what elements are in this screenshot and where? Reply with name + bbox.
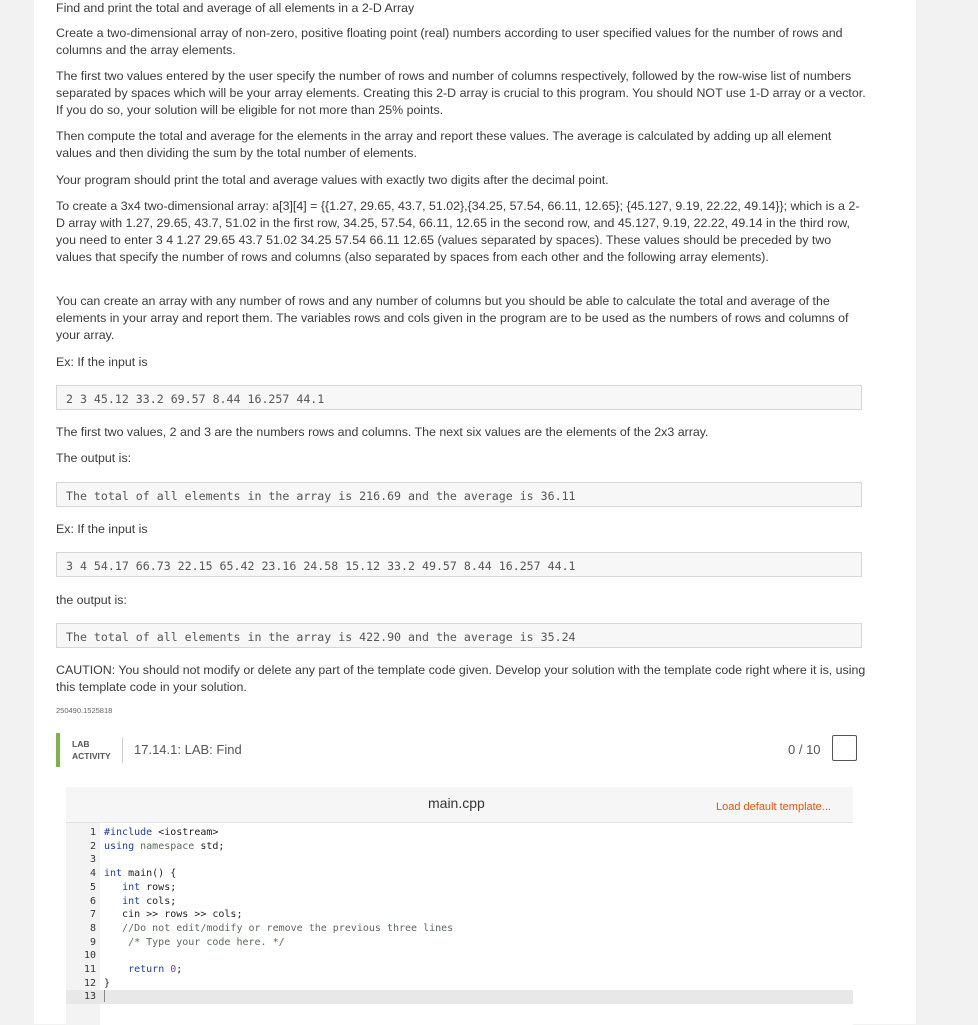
code-line[interactable]: [66, 936, 853, 950]
example1-output: The total of all elements in the array is 216.69 and the average is 36.11: [56, 482, 862, 507]
lab-title: 17.14.1: LAB: Find: [134, 742, 242, 757]
line-number: 11: [83, 964, 96, 975]
paragraph-rows-cols: You can create an array with any number of rows and any number of columns but you should be able to calculate the total and average of the elements in your array and report them. The variables rows and cols given in the program are to be used as the numbers of rows and columns of your array.: [56, 294, 849, 342]
code-line[interactable]: [66, 908, 853, 922]
line-number: 6: [89, 895, 96, 907]
code-line[interactable]: [66, 922, 853, 936]
load-default-template-link[interactable]: Load default template...: [716, 801, 831, 813]
lab-score: 0 / 10: [788, 742, 821, 757]
code-text[interactable]: return 0;: [128, 964, 183, 975]
line-number: 13: [83, 991, 96, 1003]
page: [34, 0, 916, 1024]
problem-title: Find and print the total and average of all elements in a 2-D Array: [56, 1, 415, 15]
lab-tag-line1: LAB: [72, 739, 90, 749]
line-number: 8: [89, 922, 96, 934]
caution-note: CAUTION: You should not modify or delete any part of the template code given. Develop your solution with the template code right where it is, using this template code in your solution.: [56, 663, 866, 694]
lab-activity-tag: [72, 738, 111, 762]
paragraph-compute: Then compute the total and average for the elements in the array and report these values. The average is calculated by adding up all element values and then dividing the sum by the total number of elements.: [56, 129, 832, 160]
example1-note: The first two values, 2 and 3 are the numbers rows and columns. The next six values are the elements of the 2x3 array.: [56, 425, 709, 439]
code-text[interactable]: //Do not edit/modify or remove the previous three lines: [104, 922, 454, 934]
code-text[interactable]: using namespace std;: [104, 840, 225, 852]
editor-header: [66, 787, 853, 822]
code-line[interactable]: [66, 867, 853, 881]
activity-id: 250490.1525818: [56, 706, 113, 715]
line-number: 4: [89, 868, 96, 880]
code-text[interactable]: [104, 990, 105, 1004]
example2-input: 3 4 54.17 66.73 22.15 65.42 23.16 24.58 15.12 33.2 49.57 8.44 16.257 44.1: [56, 552, 862, 577]
line-number: 5: [89, 881, 96, 893]
line-number: 2: [89, 840, 96, 852]
code-editor: [66, 787, 853, 1024]
code-line[interactable]: [66, 853, 853, 867]
text-cursor: [104, 990, 105, 1002]
code-text[interactable]: int rows;: [122, 881, 177, 893]
code-text[interactable]: }: [104, 977, 111, 989]
code-text[interactable]: /* Type your code here. */: [104, 936, 285, 948]
paragraph-example-array: To create a 3x4 two-dimensional array: a[3][4] = {{1.27, 29.65, 43.7, 51.02},{34.25, 57.54, 66.11, 12.65}; {45.127, 9.19, 22.22, 49.14}}; which is a 2-D array with 1.27, 29.65, 43.7, 51.02 in the first row, 34.25, 57.54, 66.11, 12.65 in the second row, and 45.127, 9.19, 22.22, 49.14 in the third row, you need to enter 3 4 1.27 29.65 43.7 51.02 34.25 57.54 66.11 12.65 (values separated by spaces). These values should be preceded by two values that specify the number of rows and columns (also separated by spaces from each other and the following array elements).: [56, 199, 860, 264]
line-number: 7: [89, 909, 96, 921]
example2-label: Ex: If the input is: [56, 522, 148, 536]
example1-label: Ex: If the input is: [56, 355, 148, 369]
paragraph-precision: Your program should print the total and average values with exactly two digits after the decimal point.: [56, 173, 609, 187]
code-text[interactable]: int main() {: [104, 868, 177, 880]
code-line[interactable]: [66, 977, 853, 991]
line-number: 3: [89, 854, 96, 866]
example2-output: The total of all elements in the array is 422.90 and the average is 35.24: [56, 623, 862, 648]
example1-input: 2 3 45.12 33.2 69.57 8.44 16.257 44.1: [56, 385, 862, 410]
code-line[interactable]: [66, 895, 853, 909]
code-line[interactable]: [66, 826, 853, 840]
line-number: 10: [83, 950, 96, 962]
editor-code-area[interactable]: [66, 822, 853, 1025]
example1-output-label: The output is:: [56, 451, 132, 465]
lab-divider: [122, 737, 123, 763]
paragraph-input-format: The first two values entered by the user specify the number of rows and number of columns respectively, followed by the row-wise list of numbers separated by spaces which will be your array elements. Creating this 2-D array is crucial to this program. You should NOT use 1-D array or a vector. If you do so, your solution will be eligible for not more than 25% points.: [56, 69, 866, 117]
line-number: 1: [89, 827, 96, 838]
editor-filename: main.cpp: [428, 795, 485, 811]
code-line[interactable]: [66, 881, 853, 895]
line-number: 12: [83, 977, 96, 989]
lab-activity-header: [56, 733, 862, 767]
code-line[interactable]: [66, 949, 853, 963]
completion-checkbox-icon: [832, 735, 857, 761]
lab-tag-line2: ACTIVITY: [72, 751, 111, 761]
paragraph-intro: Create a two-dimensional array of non-zero, positive floating point (real) numbers according to user specified values for the number of rows and columns and the array elements.: [56, 26, 843, 57]
code-text[interactable]: int cols;: [122, 895, 177, 907]
code-line[interactable]: [66, 840, 853, 854]
example2-output-label: the output is:: [56, 593, 127, 607]
code-text[interactable]: cin >> rows >> cols;: [104, 909, 243, 921]
line-number: 9: [89, 936, 96, 948]
code-line[interactable]: [66, 990, 853, 1004]
code-line[interactable]: [66, 963, 853, 977]
code-text[interactable]: #include <iostream>: [104, 827, 219, 838]
